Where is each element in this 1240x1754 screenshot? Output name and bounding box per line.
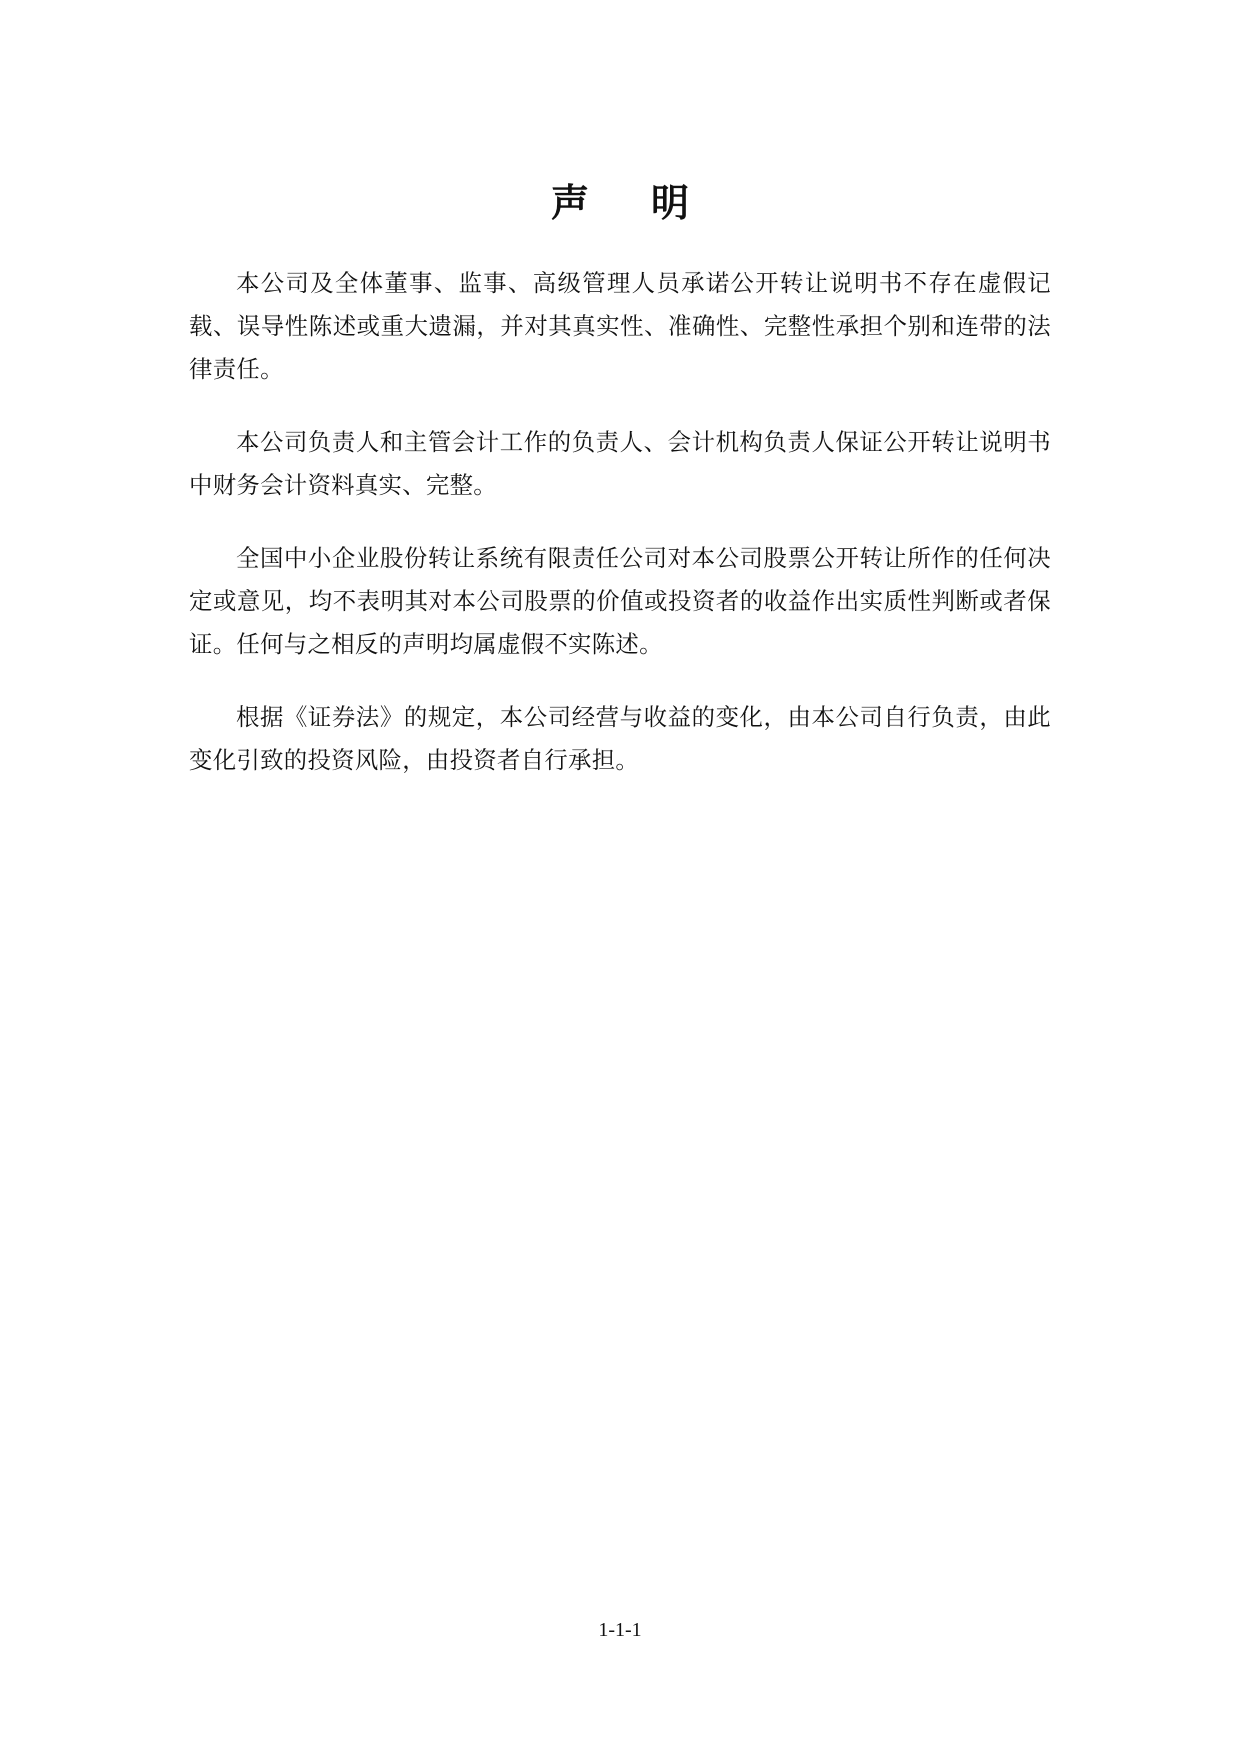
page-title: 声明: [550, 181, 751, 225]
declaration-body: [189, 262, 1051, 812]
paragraph-2: 本公司负责人和主管会计工作的负责人、会计机构负责人保证公开转让说明书中财务会计资料真实、完整。: [189, 428, 1051, 499]
paragraph-4: 根据《证券法》的规定，本公司经营与收益的变化，由本公司自行负责，由此变化引致的投资风险，由投资者自行承担。: [189, 703, 1051, 774]
paragraph-3: 全国中小企业股份转让系统有限责任公司对本公司股票公开转让所作的任何决定或意见，均不表明其对本公司股票的价值或投资者的收益作出实质性判断或者保证。任何与之相反的声明均属虚假不实陈述。: [189, 544, 1051, 658]
paragraph-1: 本公司及全体董事、监事、高级管理人员承诺公开转让说明书不存在虚假记载、误导性陈述或重大遗漏，并对其真实性、准确性、完整性承担个别和连带的法律责任。: [189, 269, 1051, 383]
page-number: 1-1-1: [598, 1619, 642, 1641]
